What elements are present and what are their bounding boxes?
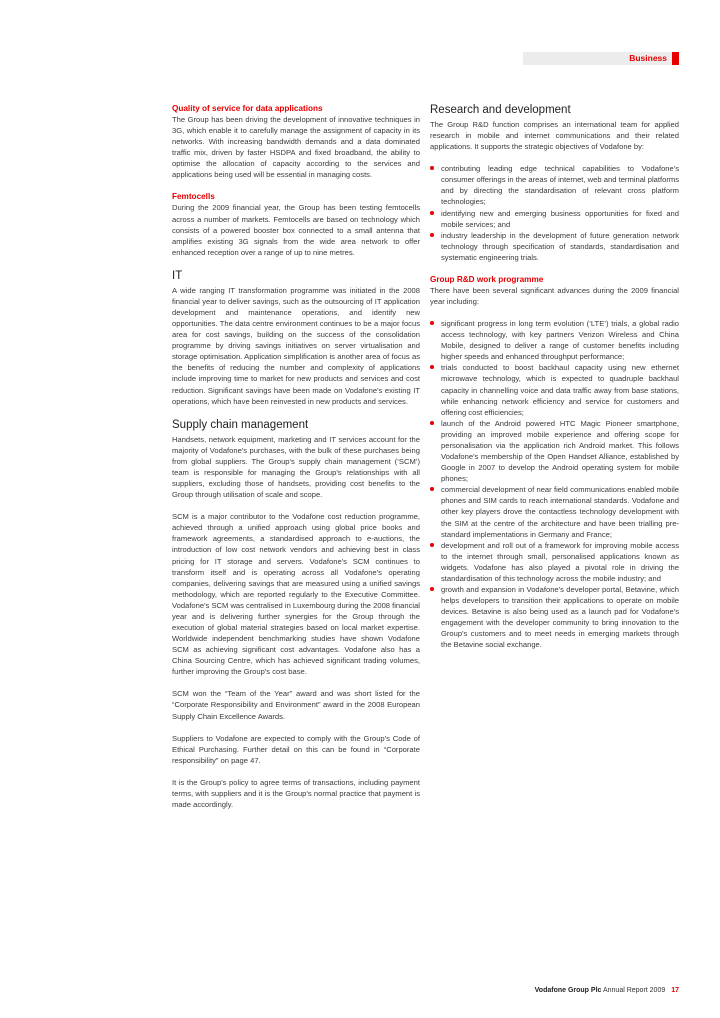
- list-item: industry leadership in the development of future generation network technology through specification of standards, standardisation and systematic engineering trials.: [430, 230, 679, 263]
- left-column: [172, 103, 420, 810]
- section-tab-marker: [672, 52, 679, 65]
- section-tab: [523, 52, 672, 65]
- list-item: trials conducted to boost backhaul capacity using new ethernet microwave technology, which is expected to quadruple backhaul capacity in channelling voice and data traffic away from base stations, while enhancing network efficiency and service for customers and offering cost efficiencies;: [430, 362, 679, 417]
- right-column: [430, 103, 679, 650]
- list-item: commercial development of near field communications enabled mobile phones and SIM cards to reach international standards. Vodafone and other key players drove the contactless technology development with the SIM at the centre of the architecture and have been trialling pre-standard implementations in Germany and France;: [430, 484, 679, 539]
- bullet-icon: [430, 211, 434, 215]
- list-item: launch of the Android powered HTC Magic Pioneer smartphone, providing an improved mobile experience and offering scope for personalisation via the application rich Android market. This follows Vodafone's membership of the Open Handset Alliance, established by Google in 2007 to develop the Android operating system for mobile phones;: [430, 418, 679, 484]
- rd-heading: Research and development: [430, 104, 571, 116]
- footer-report: Annual Report 2009: [602, 987, 666, 994]
- scm-paragraph: Suppliers to Vodafone are expected to comply with the Group's Code of Ethical Purchasing. Further detail on this can be found in “Corporate responsibility” on page 47.: [172, 733, 420, 765]
- page-footer: [535, 986, 679, 996]
- scm-paragraph: Handsets, network equipment, marketing and IT services account for the majority of Vodafone's purchases, with the bulk of these purchases being from global suppliers. The Group's supply chain management (‘SCM’) team is responsible for managing the Group's relationships with all suppliers, excluding those of handsets, providing cost benefits to the Group through utilisation of scale and scope.: [172, 434, 420, 500]
- bullet-icon: [430, 321, 434, 325]
- qos-heading: Quality of service for data applications: [172, 104, 323, 113]
- qos-text: The Group has been driving the development of innovative techniques in 3G, which enable it to carefully manage the assignment of capacity in its networks. With increasing bandwidth demands and a data dominated traffic mix, driven by faster HSDPA and fixed broadband, the ability to optimise the allocation of capacity according to the services and applications being used will be essential in managing costs.: [172, 115, 420, 180]
- rd-work-heading: Group R&D work programme: [430, 274, 544, 284]
- section-tab-label: Business: [629, 53, 667, 63]
- footer-brand: Vodafone Group Plc: [534, 987, 602, 994]
- bullet-icon: [430, 365, 434, 369]
- list-item: significant progress in long term evolution (‘LTE’) trials, a global radio access technology, with key partners Verizon Wireless and China Mobile, designed to deliver a range of customer benefits including higher speeds and enhanced throughput performance;: [430, 318, 679, 362]
- list-item: growth and expansion in Vodafone's developer portal, Betavine, which helps developers to transition their applications to operate on mobile devices. Betavine is also being used as a launch pad for Vodafone's engagement with the developer community to bring innovation to the Group's customers and to meet needs in emerging markets through the Betavine social exchange.: [430, 584, 679, 650]
- rd-intro: The Group R&D function comprises an international team for applied research in mobile and internet communications and their related applications. It supports the strategic objectives of Vodafone by:: [430, 120, 679, 152]
- it-heading: IT: [172, 269, 183, 282]
- bullet-icon: [430, 487, 434, 491]
- bullet-icon: [430, 166, 434, 170]
- page-number: 17: [671, 987, 679, 994]
- bullet-icon: [430, 587, 434, 591]
- rd-work-intro: There have been several significant advances during the 2009 financial year including:: [430, 285, 679, 307]
- femtocells-text: During the 2009 financial year, the Group has been testing femtocells across a number of markets. Femtocells are based on technology which consists of a powered booster box connected to a small antenna that amplifies existing 3G signals from the wide area network to offer enhanced reception over a range of up to nine metres.: [172, 203, 420, 257]
- scm-paragraph: SCM won the “Team of the Year” award and was short listed for the “Corporate Responsibility and Environment” award in the 2008 European Supply Chain Excellence Awards.: [172, 689, 420, 721]
- list-item: identifying new and emerging business opportunities for fixed and mobile services; and: [430, 208, 679, 230]
- it-text: A wide ranging IT transformation programme was initiated in the 2008 financial year to deliver savings, such as the outsourcing of IT application development and maintenance operations, and identify new opportunities. The data centre environment continues to be a major focus area for cost savings, building on the success of the consolidation programme by driving savings initiatives on server virtualisation and storage optimisation. Application simplification is another area of focus as the benefits of reducing the number and complexity of applications include improving time to market for new products and services and cost reduction. Significant savings have been made on Vodafone's existing IT operations, which have been reinvested in new products and services.: [172, 285, 420, 406]
- rd-bullet-list: [430, 163, 679, 263]
- list-item: contributing leading edge technical capabilities to Vodafone's consumer offerings in the areas of internet, web and terminal platforms and by directing the standardisation of relevant cross platform technologies;: [430, 163, 679, 207]
- bullet-icon: [430, 543, 434, 547]
- scm-paragraph: SCM is a major contributor to the Vodafone cost reduction programme, achieved through a unified approach using global price books and framework agreements, a standardised approach to e-auctions, the introduction of low cost network vendors and achieving best in class pricing for IT storage and servers. Vodafone's SCM continues to transform itself and is operating across all Vodafone's operating companies, delivering savings that are measured using a unified savings methodology, which are reported regularly to the Executive Committee. Vodafone's SCM was centralised in Luxembourg during the 2008 financial year and is delivering further synergies for the Group through the execution of global material strategies based on local market expertise. Worldwide independent benchmarking studies have shown Vodafone SCM as achieving significant cost advantages. Vodafone also has a China Sourcing Centre, which has achieved significant trading volumes, further improving the Group's cost base.: [172, 512, 420, 677]
- rd-work-bullet-list: [430, 318, 679, 650]
- femtocells-heading: Femtocells: [172, 192, 215, 202]
- list-item: development and roll out of a framework for improving mobile access to the internet through small, personalised applications known as widgets. Vodafone has also played a pivotal role in driving the standardisation of this technology across the mobile industry; and: [430, 540, 679, 584]
- scm-heading: Supply chain management: [172, 418, 309, 431]
- scm-paragraph: It is the Group's policy to agree terms of transactions, including payment terms, with suppliers and it is the Group's normal practice that payment is made accordingly.: [172, 777, 420, 809]
- bullet-icon: [430, 233, 434, 237]
- bullet-icon: [430, 421, 434, 425]
